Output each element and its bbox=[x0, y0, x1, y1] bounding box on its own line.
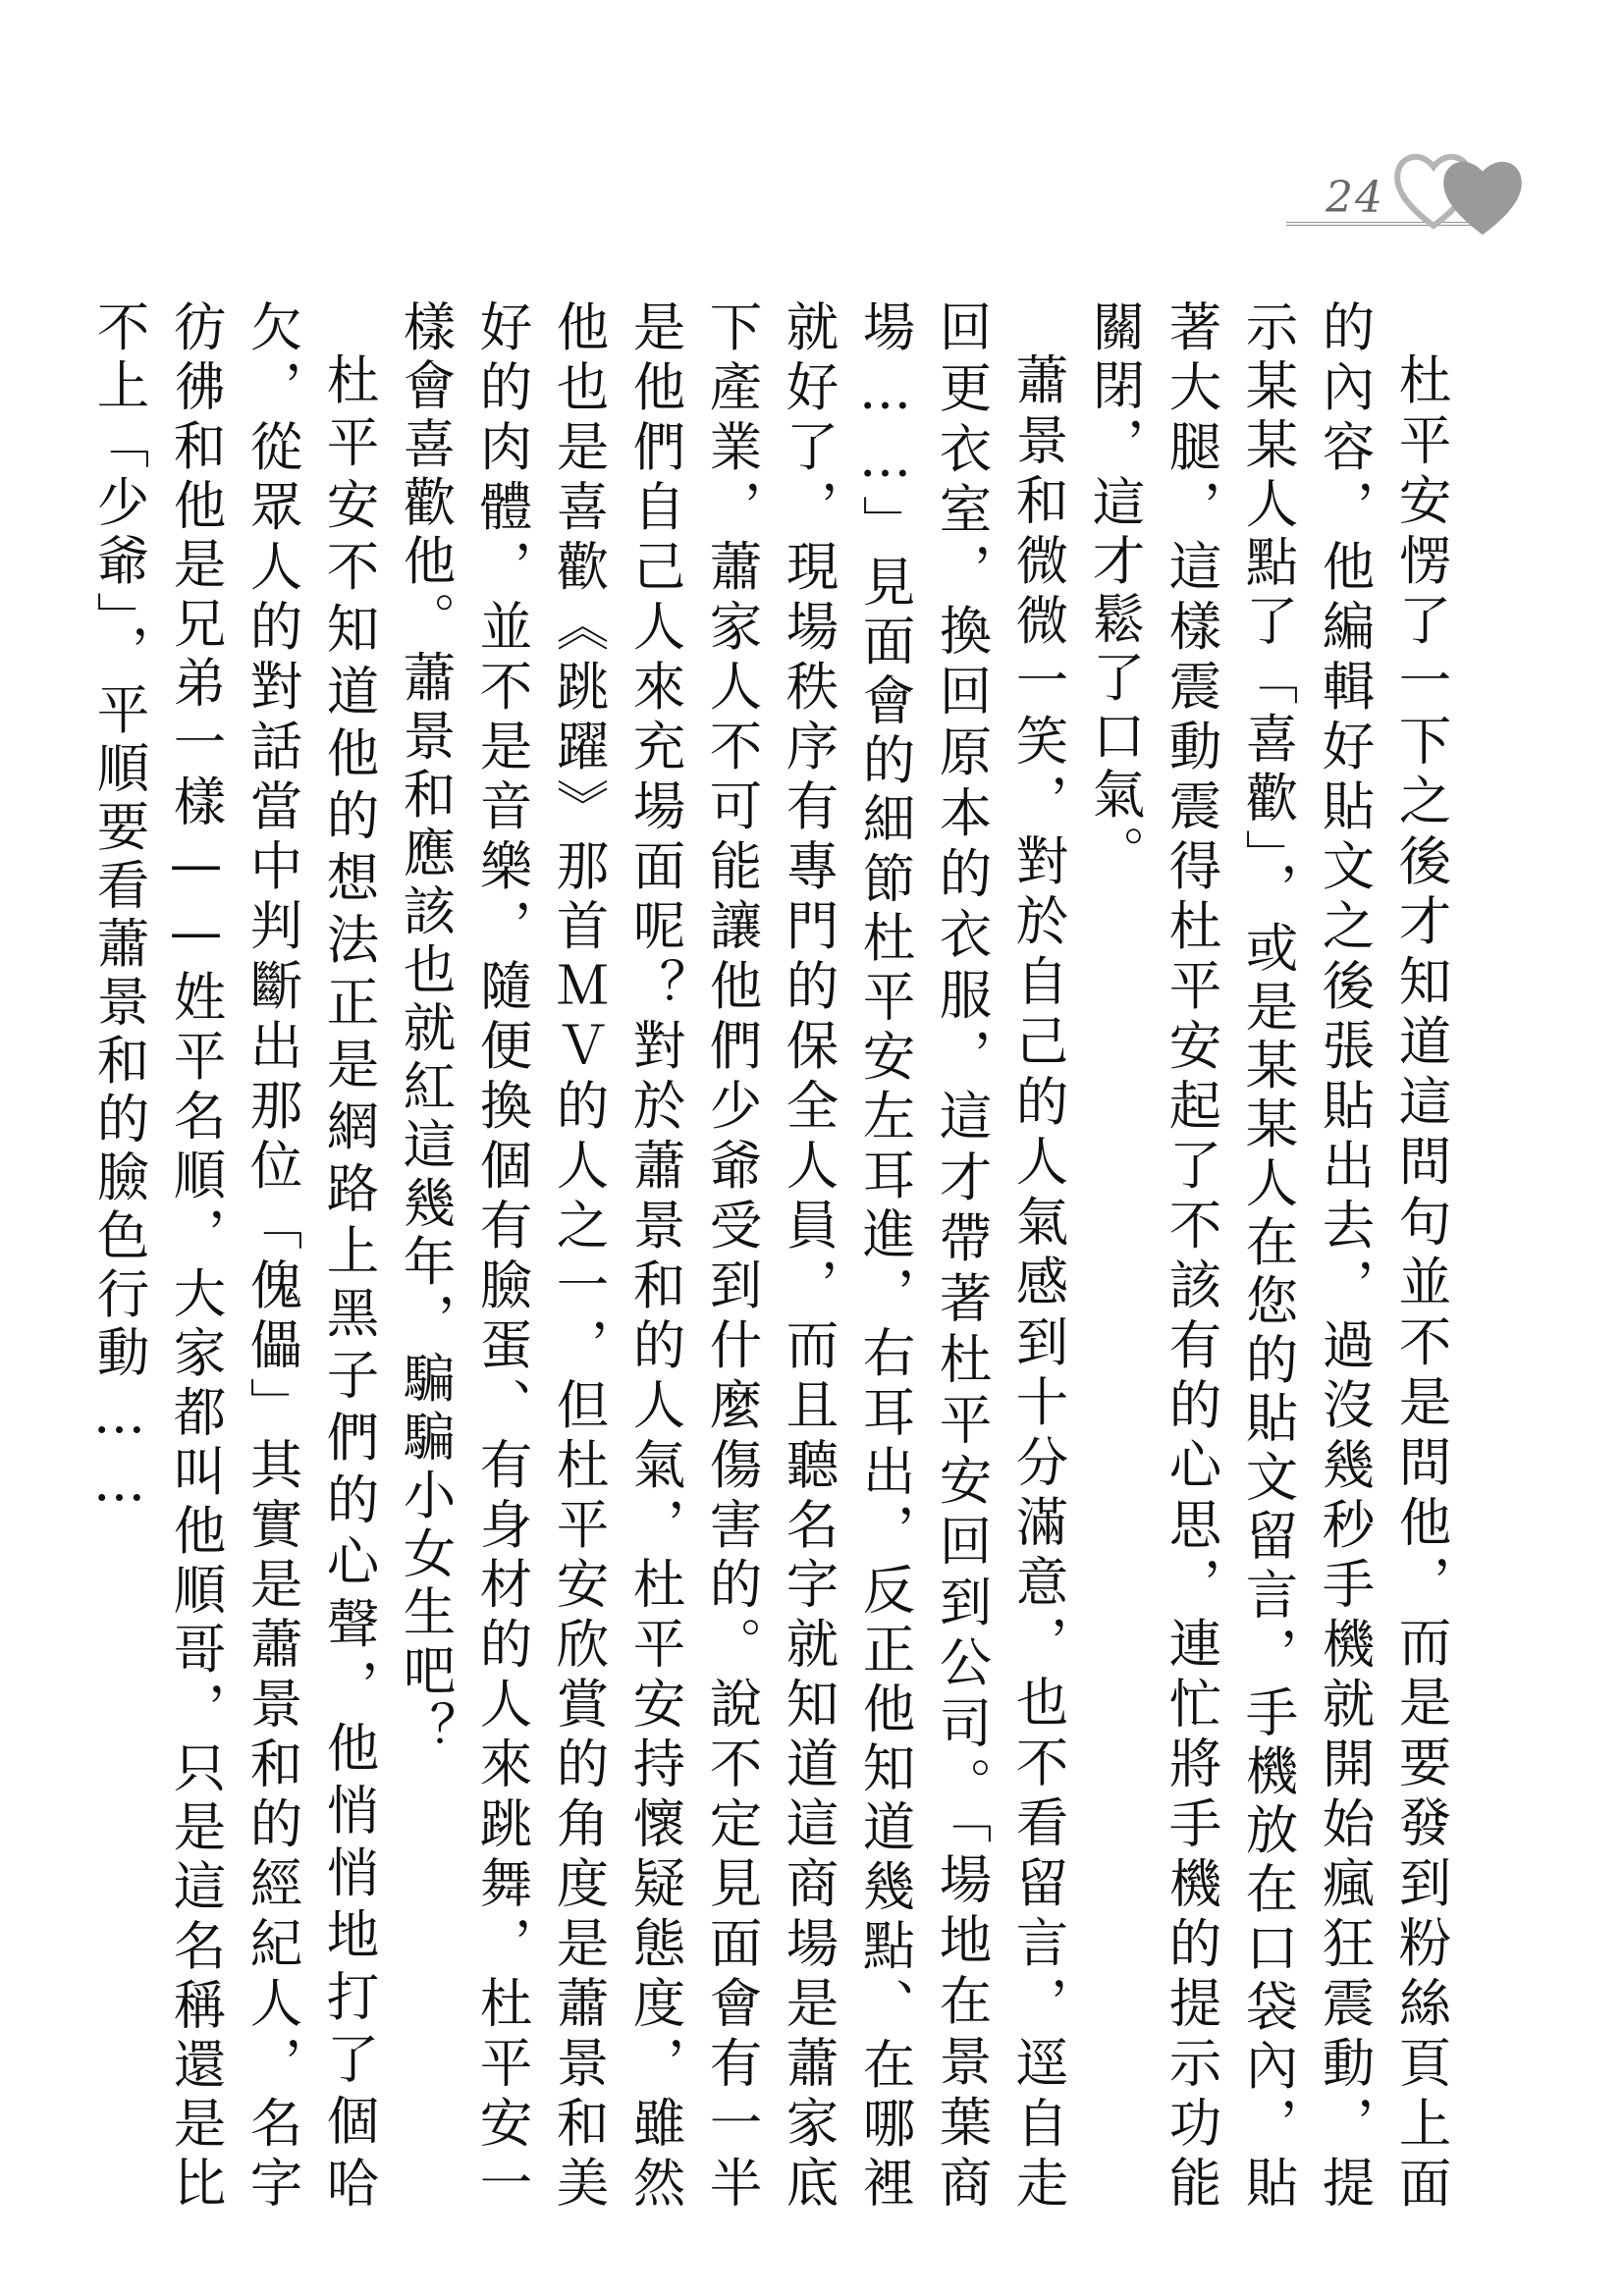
paragraph-2: 蕭景和微微一笑，對於自己的人氣感到十分滿意，也不看留言，逕自走回更衣室，換回原本的衣服，這才帶著杜平安回到公司。「場地在景葉商場……」見面會的細節杜平安左耳進，右耳出，反正他知道幾點、在哪裡就好了，現場秩序有專門的保全人員，而且聽名字就知道這商場是蕭家底下產業，蕭家人不可能讓他們少爺受到什麼傷害的。說不定見面會有一半是他們自己人來充場面呢？對於蕭景和的人氣，杜平安持懷疑態度，雖然他也是喜歡《跳躍》那首ＭＶ的人之一，但杜平安欣賞的角度是蕭景和美好的肉體，並不是音樂，隨便換個有臉蛋、有身材的人來跳舞，杜平安一樣會喜歡他。蕭景和應該也就紅這幾年，騙騙小女生吧？ bbox=[395, 299, 1069, 2214]
paragraph-3: 杜平安不知道他的想法正是網路上黑子們的心聲，他悄悄地打了個哈欠，從眾人的對話當中判斷出那位「傀儡」其實是蕭景和的經紀人，名字彷彿和他是兄弟一樣——姓平名順，大家都叫他順哥，只是這名稱還是比不上「少爺」，平順要看蕭景和的臉色行動…… bbox=[88, 299, 380, 2214]
double-heart-icon bbox=[1392, 147, 1530, 240]
page-number: 24 bbox=[1326, 173, 1384, 223]
page-header bbox=[1267, 147, 1561, 236]
body-text bbox=[81, 299, 1459, 2214]
paragraph-1: 杜平安愣了一下之後才知道這問句並不是問他，而是要發到粉絲頁上面的內容，他編輯好貼文之後張貼出去，過沒幾秒手機就開始瘋狂震動，提示某某人點了「喜歡」，或是某某人在您的貼文留言，手機放在口袋內，貼著大腿，這樣震動震得杜平安起了不該有的心思，連忙將手機的提示功能關閉，這才鬆了口氣。 bbox=[1084, 299, 1452, 2214]
